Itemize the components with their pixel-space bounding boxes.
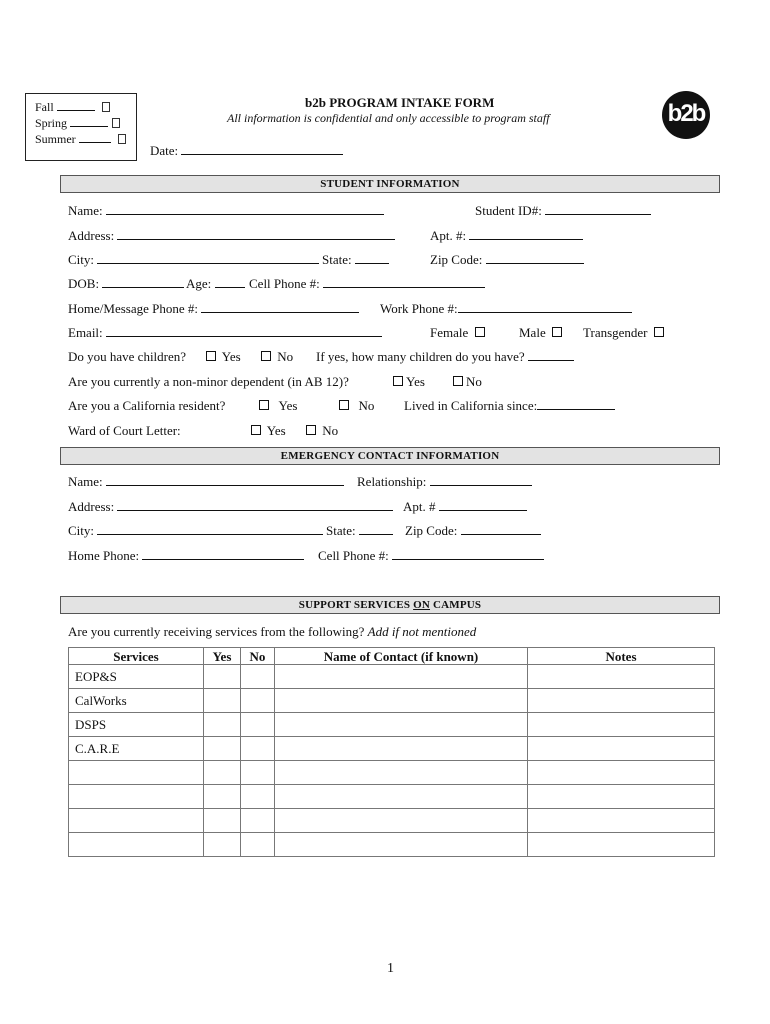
children-yes-option[interactable]: Yes <box>206 349 241 365</box>
term-spring[interactable]: Spring <box>35 115 136 131</box>
no-cell[interactable] <box>241 809 275 833</box>
notes-column-header: Notes <box>528 648 715 665</box>
emergency-relationship-field[interactable]: Relationship: <box>357 474 532 490</box>
student-apt-field[interactable]: Apt. #: <box>430 228 583 244</box>
service-name-cell[interactable] <box>69 833 204 857</box>
support-services-table <box>68 647 715 857</box>
yes-cell[interactable] <box>204 665 241 689</box>
contact-cell[interactable] <box>275 713 528 737</box>
ward-of-court-question: Ward of Court Letter: <box>68 423 181 438</box>
ca-resident-no-checkbox[interactable] <box>339 400 349 410</box>
nmd-no-checkbox[interactable] <box>453 376 463 386</box>
lived-in-ca-since-field[interactable]: Lived in California since: <box>404 398 615 414</box>
fall-checkbox[interactable] <box>102 102 110 112</box>
notes-cell[interactable] <box>528 689 715 713</box>
term-fall[interactable]: Fall <box>35 99 136 115</box>
emergency-cell-field[interactable]: Cell Phone #: <box>318 548 544 564</box>
student-dob-field[interactable]: DOB: <box>68 276 184 292</box>
date-field[interactable]: Date: <box>150 143 343 159</box>
service-name-cell: CalWorks <box>69 689 204 713</box>
gender-transgender-option[interactable]: Transgender <box>583 325 667 341</box>
nmd-yes-option[interactable]: Yes <box>393 374 425 390</box>
yes-cell[interactable] <box>204 761 241 785</box>
ward-yes-checkbox[interactable] <box>251 425 261 435</box>
children-question: Do you have children? <box>68 349 187 364</box>
services-question: Are you currently receiving services from the following? Add if not mentioned <box>68 624 477 639</box>
emergency-state-field[interactable]: State: <box>326 523 393 539</box>
contact-column-header: Name of Contact (if known) <box>275 648 528 665</box>
term-selection-box <box>25 93 137 161</box>
ca-resident-yes-checkbox[interactable] <box>259 400 269 410</box>
yes-cell[interactable] <box>204 809 241 833</box>
table-header-row <box>69 648 715 665</box>
form-title: b2b PROGRAM INTAKE FORM <box>305 95 495 110</box>
student-work-phone-field[interactable]: Work Phone #: <box>380 301 632 317</box>
ward-no-checkbox[interactable] <box>306 425 316 435</box>
notes-cell[interactable] <box>528 809 715 833</box>
service-name-cell[interactable] <box>69 761 204 785</box>
student-email-field[interactable]: Email: <box>68 325 382 341</box>
no-cell[interactable] <box>241 833 275 857</box>
student-info-header: STUDENT INFORMATION <box>60 175 720 193</box>
contact-cell[interactable] <box>275 761 528 785</box>
no-cell[interactable] <box>241 665 275 689</box>
children-no-checkbox[interactable] <box>261 351 271 361</box>
no-cell[interactable] <box>241 785 275 809</box>
ward-yes-option[interactable]: Yes <box>251 423 286 439</box>
children-yes-checkbox[interactable] <box>206 351 216 361</box>
no-cell[interactable] <box>241 689 275 713</box>
emergency-address-field[interactable]: Address: <box>68 499 393 515</box>
nmd-question: Are you currently a non-minor dependent (in AB 12)? <box>68 374 349 389</box>
page-number: 1 <box>387 961 394 976</box>
student-age-field[interactable]: Age: <box>186 276 245 292</box>
gender-male-option[interactable]: Male <box>519 325 565 341</box>
service-name-cell: C.A.R.E <box>69 737 204 761</box>
table-row <box>69 785 715 809</box>
notes-cell[interactable] <box>528 761 715 785</box>
gender-female-option[interactable]: Female <box>430 325 488 341</box>
service-name-cell[interactable] <box>69 785 204 809</box>
notes-cell[interactable] <box>528 785 715 809</box>
service-name-cell: EOP&S <box>69 665 204 689</box>
student-zip-field[interactable]: Zip Code: <box>430 252 584 268</box>
contact-cell[interactable] <box>275 665 528 689</box>
spring-checkbox[interactable] <box>112 118 120 128</box>
yes-cell[interactable] <box>204 713 241 737</box>
notes-cell[interactable] <box>528 737 715 761</box>
service-name-cell[interactable] <box>69 809 204 833</box>
table-row <box>69 665 715 689</box>
form-subtitle: All information is confidential and only accessible to program staff <box>227 111 550 125</box>
student-id-field[interactable]: Student ID#: <box>475 203 651 219</box>
yes-cell[interactable] <box>204 785 241 809</box>
contact-cell[interactable] <box>275 737 528 761</box>
ca-resident-question: Are you a California resident? <box>68 398 226 413</box>
support-services-header: SUPPORT SERVICES ON CAMPUS <box>60 596 720 614</box>
term-summer[interactable]: Summer <box>35 131 136 147</box>
ward-no-option[interactable]: No <box>306 423 338 439</box>
contact-cell[interactable] <box>275 809 528 833</box>
yes-column-header: Yes <box>204 648 241 665</box>
notes-cell[interactable] <box>528 833 715 857</box>
how-many-children-field[interactable]: If yes, how many children do you have? <box>316 349 574 365</box>
table-row <box>69 761 715 785</box>
children-no-option[interactable]: No <box>261 349 293 365</box>
emergency-home-phone-field[interactable]: Home Phone: <box>68 548 304 564</box>
summer-checkbox[interactable] <box>118 134 126 144</box>
yes-cell[interactable] <box>204 833 241 857</box>
service-name-cell: DSPS <box>69 713 204 737</box>
student-state-field[interactable]: State: <box>322 252 389 268</box>
contact-cell[interactable] <box>275 689 528 713</box>
table-row <box>69 689 715 713</box>
services-column-header: Services <box>69 648 204 665</box>
emergency-name-field[interactable]: Name: <box>68 474 344 490</box>
ca-resident-no-option[interactable]: No <box>339 398 374 414</box>
yes-cell[interactable] <box>204 737 241 761</box>
ca-resident-yes-option[interactable]: Yes <box>259 398 297 414</box>
notes-cell[interactable] <box>528 665 715 689</box>
student-address-field[interactable]: Address: <box>68 228 395 244</box>
student-cell-field[interactable]: Cell Phone #: <box>249 276 485 292</box>
nmd-yes-checkbox[interactable] <box>393 376 403 386</box>
contact-cell[interactable] <box>275 785 528 809</box>
table-row <box>69 713 715 737</box>
student-name-field[interactable]: Name: <box>68 203 384 219</box>
emergency-apt-field[interactable]: Apt. # <box>403 499 527 515</box>
emergency-city-field[interactable]: City: <box>68 523 323 539</box>
table-row <box>69 809 715 833</box>
female-checkbox[interactable] <box>475 327 485 337</box>
student-home-phone-field[interactable]: Home/Message Phone #: <box>68 301 359 317</box>
table-row <box>69 833 715 857</box>
no-cell[interactable] <box>241 713 275 737</box>
emergency-zip-field[interactable]: Zip Code: <box>405 523 541 539</box>
student-city-field[interactable]: City: <box>68 252 319 268</box>
no-column-header: No <box>241 648 275 665</box>
no-cell[interactable] <box>241 761 275 785</box>
b2b-logo: b2b <box>662 91 710 139</box>
notes-cell[interactable] <box>528 713 715 737</box>
contact-cell[interactable] <box>275 833 528 857</box>
transgender-checkbox[interactable] <box>654 327 664 337</box>
nmd-no-option[interactable]: No <box>453 374 482 390</box>
no-cell[interactable] <box>241 737 275 761</box>
male-checkbox[interactable] <box>552 327 562 337</box>
table-row <box>69 737 715 761</box>
emergency-contact-header: EMERGENCY CONTACT INFORMATION <box>60 447 720 465</box>
yes-cell[interactable] <box>204 689 241 713</box>
